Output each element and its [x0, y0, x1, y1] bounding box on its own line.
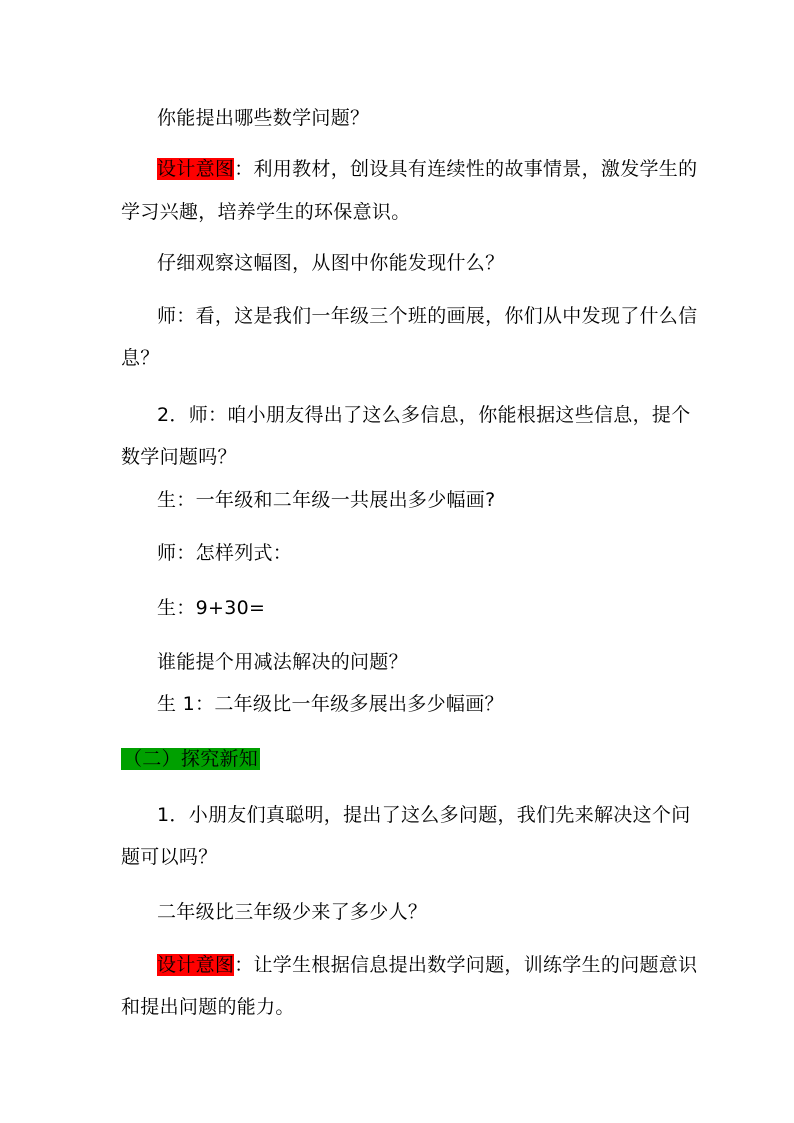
paragraph-text: 2．师：咱小朋友得出了这么多信息，你能根据这些信息，提个: [157, 404, 691, 426]
paragraph-observe: [157, 251, 504, 275]
paragraph-teacher-2-cont: [121, 445, 237, 469]
paragraph-text: 生 1：二年级比一年级多展出多少幅画？: [157, 693, 504, 715]
paragraph-text: 数学问题吗？: [121, 446, 237, 468]
paragraph-text: 学习兴趣，培养学生的环保意识。: [121, 201, 411, 223]
paragraph-question-prompt: [157, 106, 369, 130]
paragraph-teacher-1-cont: [121, 346, 160, 370]
paragraph-student-2: [157, 596, 265, 620]
paragraph-teacher-3: [157, 541, 292, 565]
section-heading: [121, 747, 260, 771]
paragraph-teacher-1: [157, 304, 697, 328]
paragraph-design-intent-1-cont: [121, 200, 411, 224]
paragraph-text: ：利用教材，创设具有连续性的故事情景，激发学生的: [234, 158, 698, 180]
paragraph-text: 仔细观察这幅图，从图中你能发现什么？: [157, 252, 505, 274]
paragraph-text: 你能提出哪些数学问题？: [157, 107, 370, 129]
design-intent-tag: 设计意图: [157, 954, 235, 976]
paragraph-explore-1-cont: [121, 845, 218, 869]
paragraph-teacher-2: [157, 403, 691, 427]
design-intent-tag: 设计意图: [157, 158, 235, 180]
paragraph-text: ：让学生根据信息提出数学问题，训练学生的问题意识: [234, 954, 698, 976]
section-heading-text: （二）探究新知: [123, 748, 259, 770]
paragraph-text: 谁能提个用减法解决的问题？: [157, 651, 408, 673]
paragraph-text: 生：9+30=: [157, 597, 266, 619]
paragraph-design-intent-2: [157, 953, 697, 977]
paragraph-comparison-question: [157, 900, 427, 924]
paragraph-text: 题可以吗？: [121, 846, 218, 868]
paragraph-text: 息？: [121, 347, 160, 369]
paragraph-text: 1．小朋友们真聪明，提出了这么多问题，我们先来解决这个问: [157, 804, 691, 826]
paragraph-text: 师：看，这是我们一年级三个班的画展，你们从中发现了什么信: [157, 305, 698, 327]
paragraph-design-intent-2-cont: [121, 995, 295, 1019]
paragraph-text: 和提出问题的能力。: [121, 996, 295, 1018]
paragraph-design-intent-1: [157, 157, 697, 181]
paragraph-text: 师：怎样列式：: [157, 542, 293, 564]
paragraph-student-3: [157, 692, 504, 716]
paragraph-student-1: [157, 488, 496, 512]
paragraph-text: 生：一年级和二年级一共展出多少幅画?: [157, 489, 496, 511]
paragraph-explore-1: [157, 803, 691, 827]
paragraph-subtraction-prompt: [157, 650, 408, 674]
paragraph-text: 二年级比三年级少来了多少人？: [157, 901, 428, 923]
